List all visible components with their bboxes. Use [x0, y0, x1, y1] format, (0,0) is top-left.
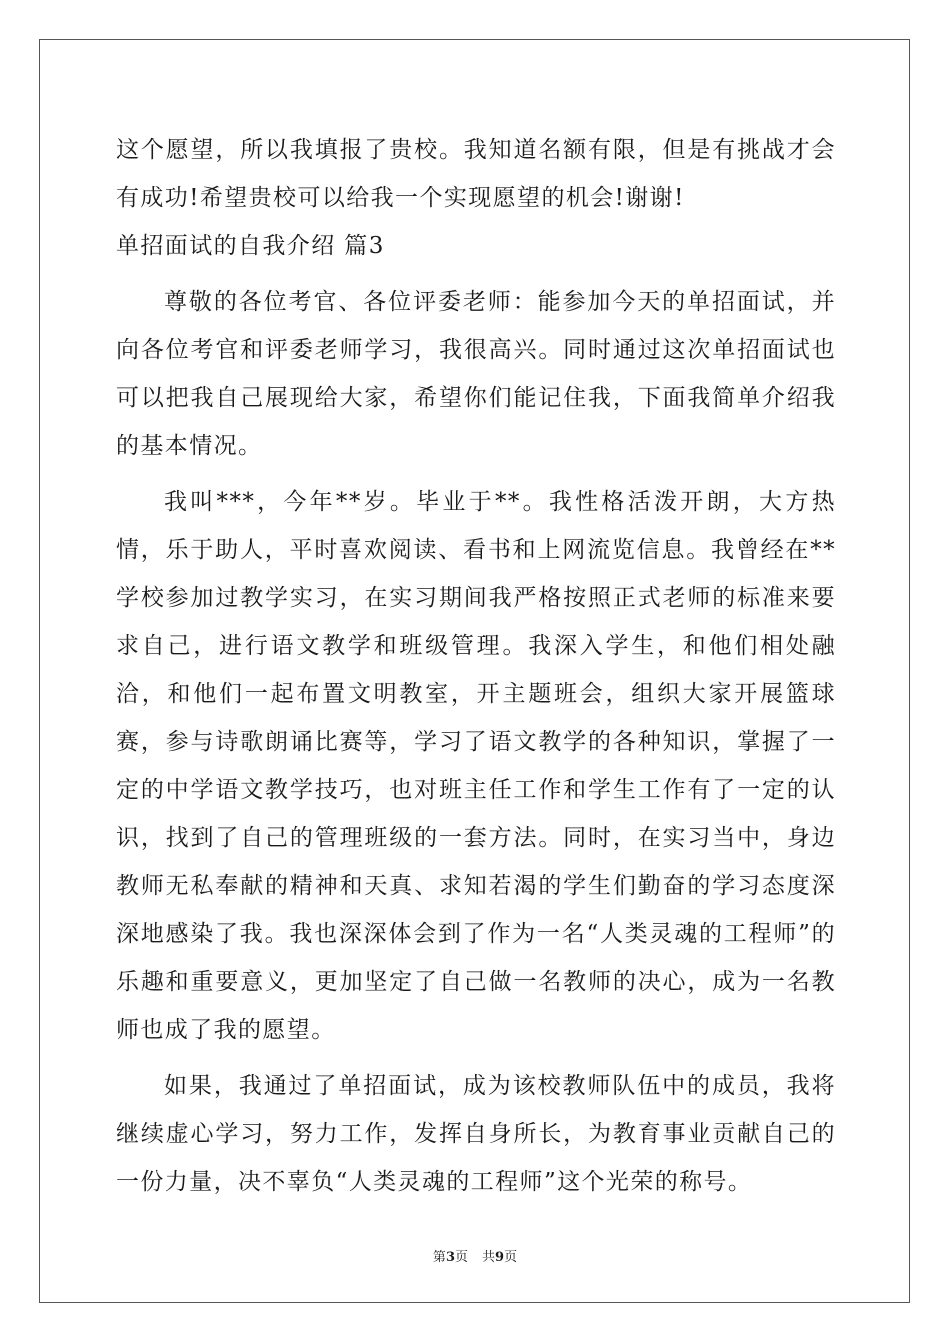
page-number: 3	[445, 1250, 455, 1265]
total-suffix: 页	[504, 1250, 518, 1265]
spacer	[116, 270, 836, 278]
total-pages: 9	[495, 1250, 505, 1265]
body-paragraph-1: 尊敬的各位考官、各位评委老师：能参加今天的单招面试，并向各位考官和评委老师学习，我很高兴。同时通过这次单招面试也可以把我自己展现给大家，希望你们能记住我，下面我简单介绍我的基本情况。	[116, 289, 836, 459]
page-suffix: 页	[454, 1250, 468, 1265]
continuation-paragraph: 这个愿望，所以我填报了贵校。我知道名额有限，但是有挑战才会有成功!希望贵校可以给我一个实现愿望的机会!谢谢!	[116, 137, 836, 211]
total-prefix: 共	[482, 1250, 496, 1265]
spacer	[116, 470, 836, 478]
section-heading: 单招面试的自我介绍 篇3	[116, 233, 385, 259]
page-footer	[0, 1246, 950, 1265]
body-paragraph-2: 我叫***，今年**岁。毕业于**。我性格活泼开朗，大方热情，乐于助人，平时喜欢阅读、看书和上网流览信息。我曾经在**学校参加过教学实习，在实习期间我严格按照正式老师的标准来要求自己，进行语文教学和班级管理。我深入学生，和他们相处融洽，和他们一起布置文明教室，开主题班会，组织大家开展篮球赛，参与诗歌朗诵比赛等，学习了语文教学的各种知识，掌握了一定的中学语文教学技巧，也对班主任工作和学生工作有了一定的认识，找到了自己的管理班级的一套方法。同时，在实习当中，身边教师无私奉献的精神和天真、求知若渴的学生们勤奋的学习态度深深地感染了我。我也深深体会到了作为一名“人类灵魂的工程师”的乐趣和重要意义，更加坚定了自己做一名教师的决心，成为一名教师也成了我的愿望。	[116, 489, 836, 1043]
document-body	[116, 126, 836, 1206]
page-prefix: 第	[432, 1250, 446, 1265]
body-paragraph-3: 如果，我通过了单招面试，成为该校教师队伍中的成员，我将继续虚心学习，努力工作，发挥自身所长，为教育事业贡献自己的一份力量，决不辜负“人类灵魂的工程师”这个光荣的称号。	[116, 1073, 836, 1195]
spacer	[116, 1054, 836, 1062]
